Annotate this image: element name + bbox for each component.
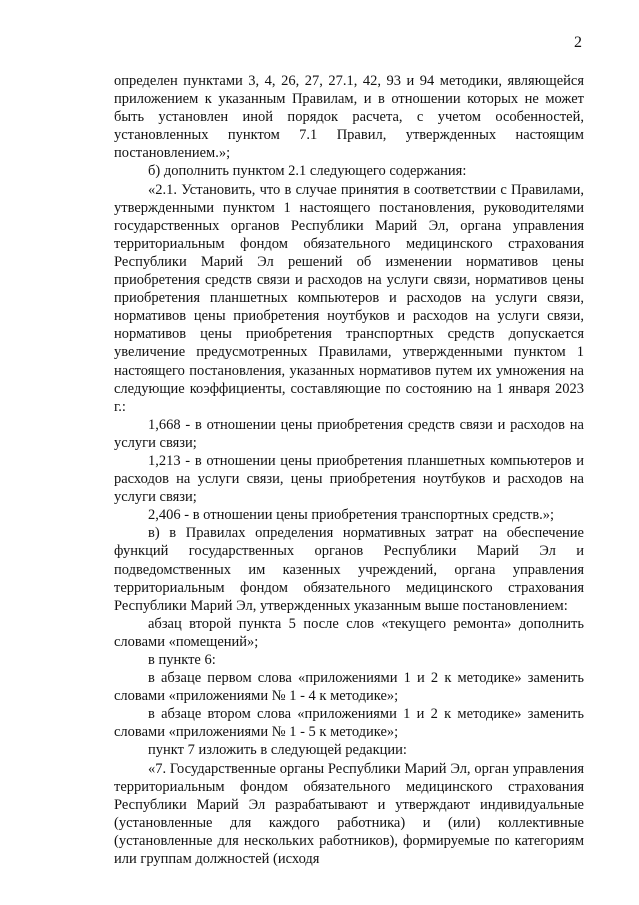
- paragraph: в абзаце втором слова «приложениями 1 и 2 к методике» заменить словами «приложениями № 1 - 5 к методике»;: [114, 706, 584, 741]
- paragraph: абзац второй пункта 5 после слов «текущего ремонта» дополнить словами «помещений»;: [114, 615, 584, 650]
- page-number: 2: [574, 34, 582, 51]
- paragraph: 1,213 - в отношении цены приобретения планшетных компьютеров и расходов на услуги связи, цены приобретения ноутбуков и расходов на услуги связи;: [114, 452, 584, 506]
- paragraph: в) в Правилах определения нормативных затрат на обеспечение функций государственных органов Республики Марий Эл и подведомственных им казенных учреждений, органа управления территориальным фондом обязательного медицинского страхования Республики Марий Эл, утвержденных указанным выше постановлением:: [114, 525, 584, 614]
- paragraph: б) дополнить пунктом 2.1 следующего содержания:: [148, 163, 467, 180]
- paragraph: 1,668 - в отношении цены приобретения средств связи и расходов на услуги связи;: [114, 416, 584, 451]
- paragraph: в абзаце первом слова «приложениями 1 и 2 к методике» заменить словами «приложениями № 1 - 4 к методике»;: [114, 670, 584, 705]
- document-body: [114, 72, 584, 868]
- paragraph: «7. Государственные органы Республики Марий Эл, орган управления территориальным фондом обязательного медицинского страхования Республики Марий Эл разрабатывают и утверждают индивидуальные (установленные для каждого работника) и (или) коллективные (установленные для нескольких работников), формируемые по категориям или группам должностей (исходя: [114, 760, 584, 868]
- paragraph: в пункте 6:: [148, 652, 216, 668]
- paragraph: 2,406 - в отношении цены приобретения транспортных средств.»;: [148, 507, 555, 524]
- paragraph: определен пунктами 3, 4, 26, 27, 27.1, 42, 93 и 94 методики, являющейся приложением к указанным Правилам, и в отношении которых не может быть установлен иной порядок расчета, с учетом особенностей, установленных пунктом 7.1 Правил, утвержденных настоящим постановлением.»;: [114, 73, 584, 162]
- paragraph: «2.1. Установить, что в случае принятия в соответствии с Правилами, утвержденными пунктом 1 настоящего постановления, руководителями государственных органов Республики Марий Эл, органа управления территориальным фондом обязательного медицинского страхования Республики Марий Эл решений об изменении нормативов цены приобретения средств связи и расходов на услуги связи, нормативов цены приобретения планшетных компьютеров и расходов на услуги связи, нормативов цены приобретения ноутбуков и расходов на услуги связи, нормативов цены приобретения транспортных средств допускается увеличение предусмотренных Правилами, утвержденными пунктом 1 настоящего постановления, указанных нормативов путем их умножения на следующие коэффициенты, составляющие по состоянию на 1 января 2023 г.:: [114, 181, 584, 415]
- paragraph: пункт 7 изложить в следующей редакции:: [148, 742, 407, 759]
